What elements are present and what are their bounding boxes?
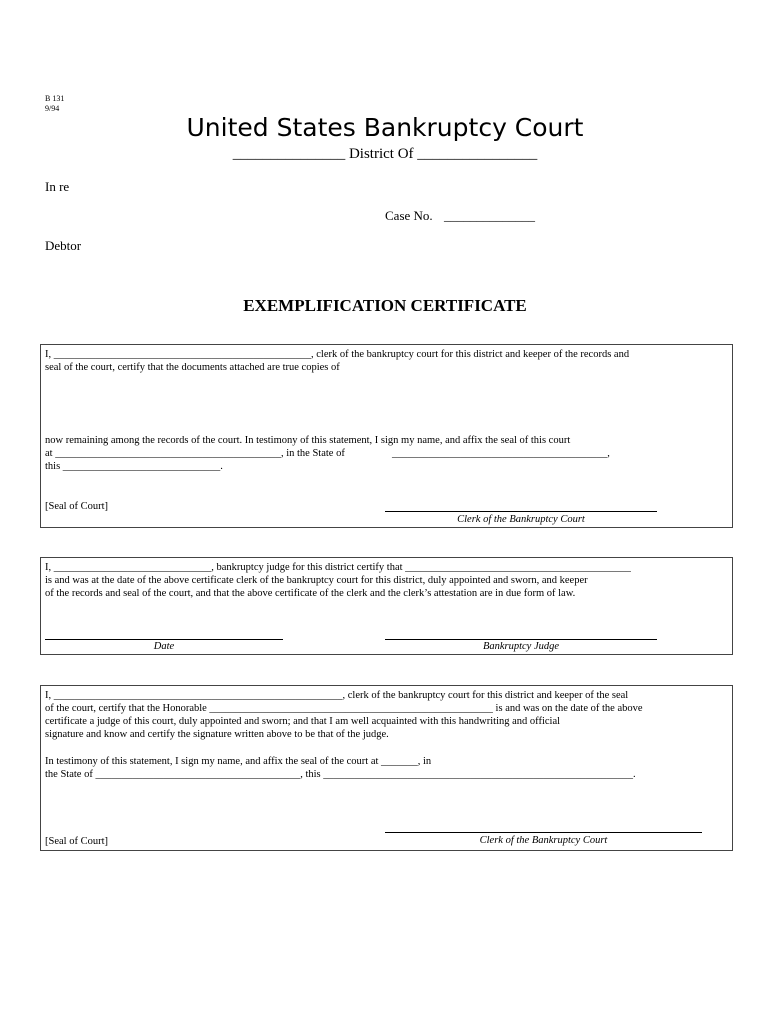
date-caption: Date xyxy=(153,641,175,652)
clerk-cert-line-4[interactable]: at ___________________________________________, in the State of xyxy=(45,448,345,459)
judge-cert-line-1[interactable]: I, ______________________________, bankruptcy judge for this district certify that ___________________________________________ xyxy=(45,562,631,573)
attestation-line-4: signature and know and certify the signature written above to be that of the judge. xyxy=(45,729,389,740)
clerk-signature-line-2[interactable] xyxy=(385,832,702,833)
clerk-cert-line-1[interactable]: I, _________________________________________________, clerk of the bankruptcy court for this district and keeper of the records and xyxy=(45,349,630,360)
state-blank[interactable]: _________________________________________, xyxy=(392,448,610,459)
seal-of-court-label-2: [Seal of Court] xyxy=(45,836,108,847)
court-title: United States Bankruptcy Court xyxy=(186,113,584,142)
case-no-label: Case No. xyxy=(385,208,433,223)
certificate-heading: EXEMPLIFICATION CERTIFICATE xyxy=(243,296,527,315)
clerk-cert-line-3: now remaining among the records of the court. In testimony of this statement, I sign my name, and affix the seal of this court xyxy=(45,435,571,446)
clerk-attestation-section xyxy=(40,685,733,851)
case-no-blank[interactable]: ______________ xyxy=(444,208,535,223)
judge-cert-line-3: of the records and seal of the court, and that the above certificate of the clerk and the clerk’s attestation are in due form of law. xyxy=(45,588,576,599)
form-number-date: 9/94 xyxy=(45,104,60,113)
form-number-code: B 131 xyxy=(45,94,65,103)
district-line: _______________ District Of ________________ xyxy=(232,146,538,162)
seal-of-court-label: [Seal of Court] xyxy=(45,501,108,512)
clerk-signature-caption: Clerk of the Bankruptcy Court xyxy=(457,514,585,525)
clerk-cert-line-5[interactable]: this ______________________________. xyxy=(45,461,223,472)
attestation-line-5[interactable]: In testimony of this statement, I sign my name, and affix the seal of the court at _______, in xyxy=(45,756,432,767)
attestation-line-6[interactable]: the State of _______________________________________, this ___________________________________________________________. xyxy=(45,769,636,780)
form-number xyxy=(45,94,64,114)
judge-cert-line-2: is and was at the date of the above certificate clerk of the bankruptcy court for this district, duly appointed and sworn, and keeper xyxy=(45,575,588,586)
in-re-label: In re xyxy=(45,179,70,194)
debtor-label: Debtor xyxy=(45,238,82,253)
judge-certificate-section xyxy=(40,557,733,655)
judge-signature-line[interactable] xyxy=(385,639,657,640)
attestation-line-3: certificate a judge of this court, duly appointed and sworn; and that I am well acquainted with this handwriting and official xyxy=(45,716,561,727)
clerk-certificate-section xyxy=(40,344,733,528)
attestation-line-2[interactable]: of the court, certify that the Honorable ______________________________________________________ is and was on the date of the above xyxy=(45,703,643,714)
date-line[interactable] xyxy=(45,639,283,640)
clerk-signature-caption-2: Clerk of the Bankruptcy Court xyxy=(479,835,608,846)
clerk-signature-line[interactable] xyxy=(385,511,657,512)
judge-signature-caption: Bankruptcy Judge xyxy=(482,641,560,652)
attestation-line-1[interactable]: I, _______________________________________________________, clerk of the bankruptcy court for this district and keeper of the seal xyxy=(45,690,629,701)
clerk-cert-line-2: seal of the court, certify that the documents attached are true copies of xyxy=(45,362,340,373)
